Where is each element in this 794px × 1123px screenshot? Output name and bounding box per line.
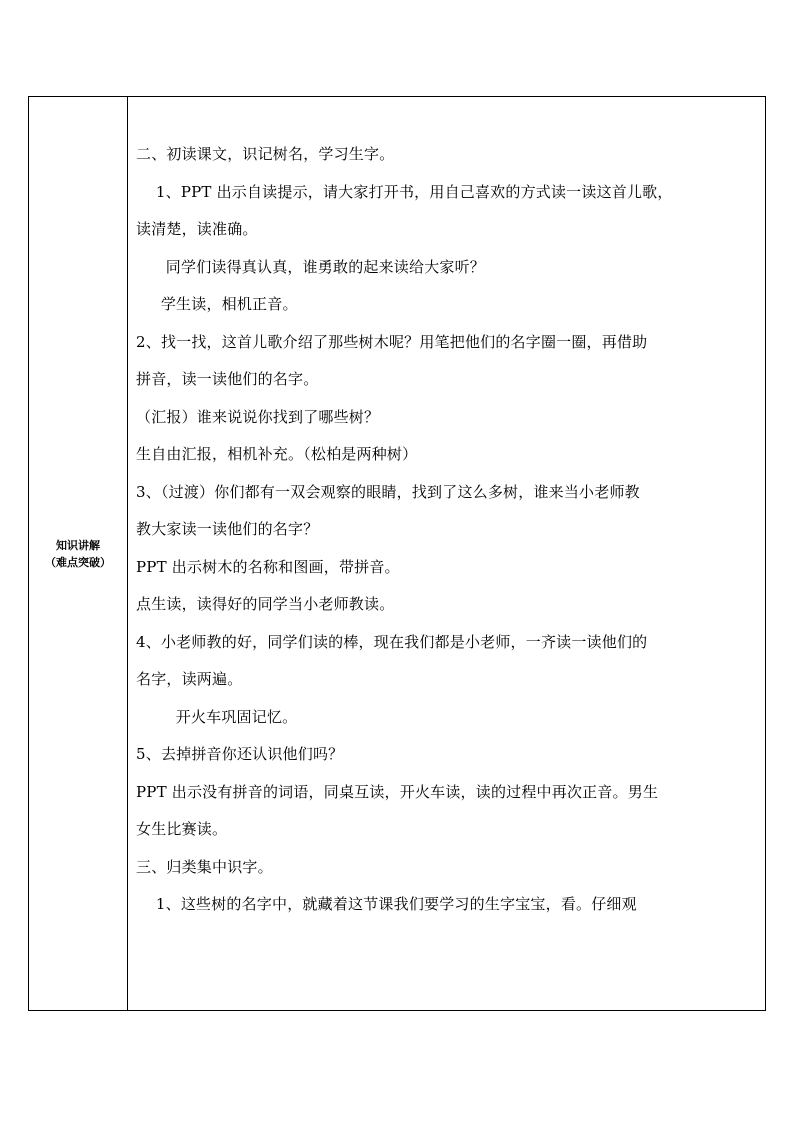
content-line: 教大家读一读他们的名字？ (136, 520, 319, 538)
content-line: 拼音，读一读他们的名字。 (136, 370, 319, 388)
content-line: 1、PPT 出示自读提示，请大家打开书，用自己喜欢的方式读一读这首儿歌， (136, 182, 673, 201)
content-line: 开火车巩固记忆。 (136, 707, 298, 726)
content-line: 学生读，相机正音。 (136, 295, 298, 313)
content-cell (128, 97, 765, 1010)
content-line: 同学们读得真认真，谁勇敢的起来读给大家听？ (136, 257, 486, 276)
content-line: （汇报）谁来说说你找到了哪些树？ (136, 407, 380, 426)
section-label-line2: （难点突破） (45, 555, 111, 569)
content-line: 二、初读课文，识记树名，学习生字。 (136, 145, 395, 163)
content-line: PPT 出示树木的名称和图画，带拼音。 (136, 557, 400, 576)
content-line: 三、归类集中识字。 (136, 857, 273, 876)
content-line: PPT 出示没有拼音的词语，同桌互读，开火车读，读的过程中再次正音。男生 (136, 782, 659, 801)
content-line: 2、找一找，这首儿歌介绍了那些树木呢？用笔把他们的名字圈一圈，再借助 (136, 332, 648, 351)
content-line: 生自由汇报，相机补充。（松柏是两种树） (136, 445, 418, 463)
content-line: 女生比赛读。 (136, 820, 228, 838)
content-line: 3、（过渡）你们都有一双会观察的眼睛，找到了这么多树，谁来当小老师教 (136, 482, 640, 501)
section-label-line1: 知识讲解 (56, 538, 100, 552)
content-line: 读清楚，读准确。 (136, 220, 258, 238)
content-line: 4、小老师教的好，同学们读的棒，现在我们都是小老师，一齐读一读他们的 (136, 632, 648, 651)
lesson-table (28, 96, 766, 1011)
content-line: 点生读，读得好的同学当小老师教读。 (136, 595, 395, 613)
section-label-cell (29, 97, 128, 1010)
content-line: 名字，读两遍。 (136, 670, 243, 688)
content-line: 5、去掉拼音你还认识他们吗？ (136, 745, 344, 763)
content-line: 1、这些树的名字中，就藏着这节课我们要学习的生字宝宝，看。仔细观 (136, 895, 637, 913)
